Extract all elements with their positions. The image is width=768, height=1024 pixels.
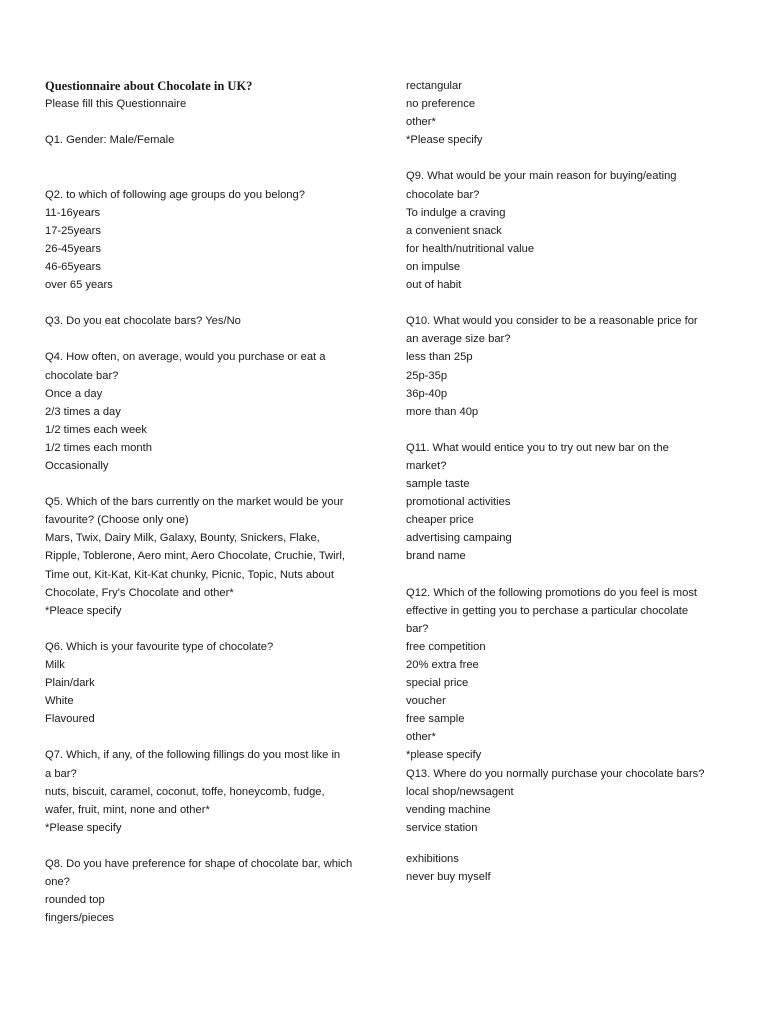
question-text: Q9. What would be your main reason for buying/eating <box>406 170 677 183</box>
right-question-list <box>406 77 726 886</box>
answer-option: less than 25p <box>406 351 473 364</box>
spacer <box>406 566 726 584</box>
right-column <box>406 77 726 886</box>
answer-option: cheaper price <box>406 514 474 527</box>
answer-option: exhibitions <box>406 852 459 865</box>
answer-option: bar? <box>406 622 429 635</box>
answer-option: fingers/pieces <box>45 912 115 925</box>
answer-option: voucher <box>406 695 446 708</box>
spacer <box>45 149 375 167</box>
answer-option: Chocolate, Fry's Chocolate and other* <box>45 586 234 599</box>
answer-option: Milk <box>45 659 65 671</box>
answer-option: 1/2 times each month <box>45 441 152 454</box>
answer-option: a bar? <box>45 767 77 780</box>
answer-option: more than 40p <box>406 405 479 418</box>
answer-option: *Please specify <box>45 821 122 834</box>
answer-option: 2/3 times a day <box>45 405 121 418</box>
answer-option: never buy myself <box>406 871 491 884</box>
answer-option: White <box>45 695 74 708</box>
question-text: Q8. Do you have preference for shape of chocolate bar, which <box>45 858 353 871</box>
answer-option: an average size bar? <box>406 333 511 346</box>
answer-option: advertising campaing <box>406 532 512 545</box>
answer-option: on impulse <box>406 260 461 273</box>
spacer <box>45 620 375 638</box>
answer-option: other* <box>406 116 436 129</box>
question-text: Q4. How often, on average, would you purchase or eat a <box>45 351 326 364</box>
answer-option: favourite? (Choose only one) <box>45 514 189 527</box>
answer-option: wafer, fruit, mint, none and other* <box>45 803 210 816</box>
answer-option: chocolate bar? <box>406 188 480 201</box>
spacer <box>45 113 375 131</box>
document-subtitle: Please fill this Questionnaire <box>45 98 187 111</box>
answer-option: chocolate bar? <box>45 369 119 382</box>
spacer <box>45 728 375 746</box>
answer-option: To indulge a craving <box>406 206 506 219</box>
answer-option: free sample <box>406 713 465 726</box>
answer-option: sample taste <box>406 478 470 491</box>
answer-option: Flavoured <box>45 713 95 726</box>
answer-option: 17-25years <box>45 224 101 237</box>
answer-option: special price <box>406 677 469 690</box>
left-question-list <box>45 131 375 927</box>
answer-option: Once a day <box>45 387 103 400</box>
answer-option: Time out, Kit-Kat, Kit-Kat chunky, Picnic, Topic, Nuts about <box>45 568 334 581</box>
answer-option: Mars, Twix, Dairy Milk, Galaxy, Bounty, Snickers, Flake, <box>45 532 320 545</box>
answer-option: *Pleace specify <box>45 604 122 617</box>
spacer <box>45 330 375 348</box>
question-text: Q2. to which of following age groups do you belong? <box>45 188 305 201</box>
answer-option: over 65 years <box>45 279 113 292</box>
answer-option: *please specify <box>406 749 482 762</box>
question-text: Q3. Do you eat chocolate bars? Yes/No <box>45 315 241 328</box>
spacer <box>406 294 726 312</box>
answer-option: brand name <box>406 550 466 563</box>
spacer <box>45 294 375 312</box>
answer-option: 26-45years <box>45 242 101 255</box>
answer-option: local shop/newsagent <box>406 785 514 798</box>
answer-option: rounded top <box>45 894 105 907</box>
spacer <box>45 475 375 493</box>
spacer <box>45 167 375 185</box>
answer-option: Ripple, Toblerone, Aero mint, Aero Chocolate, Cruchie, Twirl, <box>45 550 345 563</box>
answer-option: one? <box>45 876 70 889</box>
spacer <box>406 149 726 167</box>
answer-option: market? <box>406 459 447 472</box>
answer-option: a convenient snack <box>406 224 502 237</box>
answer-option: *Please specify <box>406 134 483 147</box>
answer-option: Occasionally <box>45 459 109 472</box>
answer-option: service station <box>406 821 478 834</box>
answer-option: 20% extra free <box>406 659 479 671</box>
answer-option: vending machine <box>406 803 491 816</box>
left-column <box>45 77 375 927</box>
question-text: Q11. What would entice you to try out new bar on the <box>406 441 669 454</box>
question-text: Q10. What would you consider to be a reasonable price for <box>406 315 698 328</box>
spacer <box>45 837 375 855</box>
answer-option: promotional activities <box>406 496 511 509</box>
question-text: Q7. Which, if any, of the following fillings do you most like in <box>45 749 341 762</box>
answer-option: rectangular <box>406 80 462 92</box>
answer-option: 36p-40p <box>406 387 448 400</box>
answer-option: no preference <box>406 98 476 111</box>
answer-option: 1/2 times each week <box>45 423 147 436</box>
document-title: Questionnaire about Chocolate in UK? <box>45 79 253 93</box>
answer-option: Plain/dark <box>45 677 95 690</box>
answer-option: other* <box>406 731 436 744</box>
answer-option: nuts, biscuit, caramel, coconut, toffe, honeycomb, fudge, <box>45 785 325 798</box>
spacer <box>406 421 726 439</box>
question-text: Q13. Where do you normally purchase your chocolate bars? <box>406 767 705 780</box>
answer-option: 46-65years <box>45 260 101 273</box>
question-text: Q5. Which of the bars currently on the market would be your <box>45 496 344 509</box>
spacer <box>406 837 726 850</box>
question-text: Q12. Which of the following promotions do you feel is most <box>406 586 698 599</box>
answer-option: out of habit <box>406 279 462 292</box>
question-text: Q1. Gender: Male/Female <box>45 134 175 147</box>
answer-option: 25p-35p <box>406 369 448 382</box>
answer-option: for health/nutritional value <box>406 242 535 255</box>
answer-option: effective in getting you to perchase a particular chocolate <box>406 604 689 617</box>
answer-option: 11-16years <box>45 206 101 219</box>
question-text: Q6. Which is your favourite type of chocolate? <box>45 640 274 653</box>
answer-option: free competition <box>406 640 486 653</box>
